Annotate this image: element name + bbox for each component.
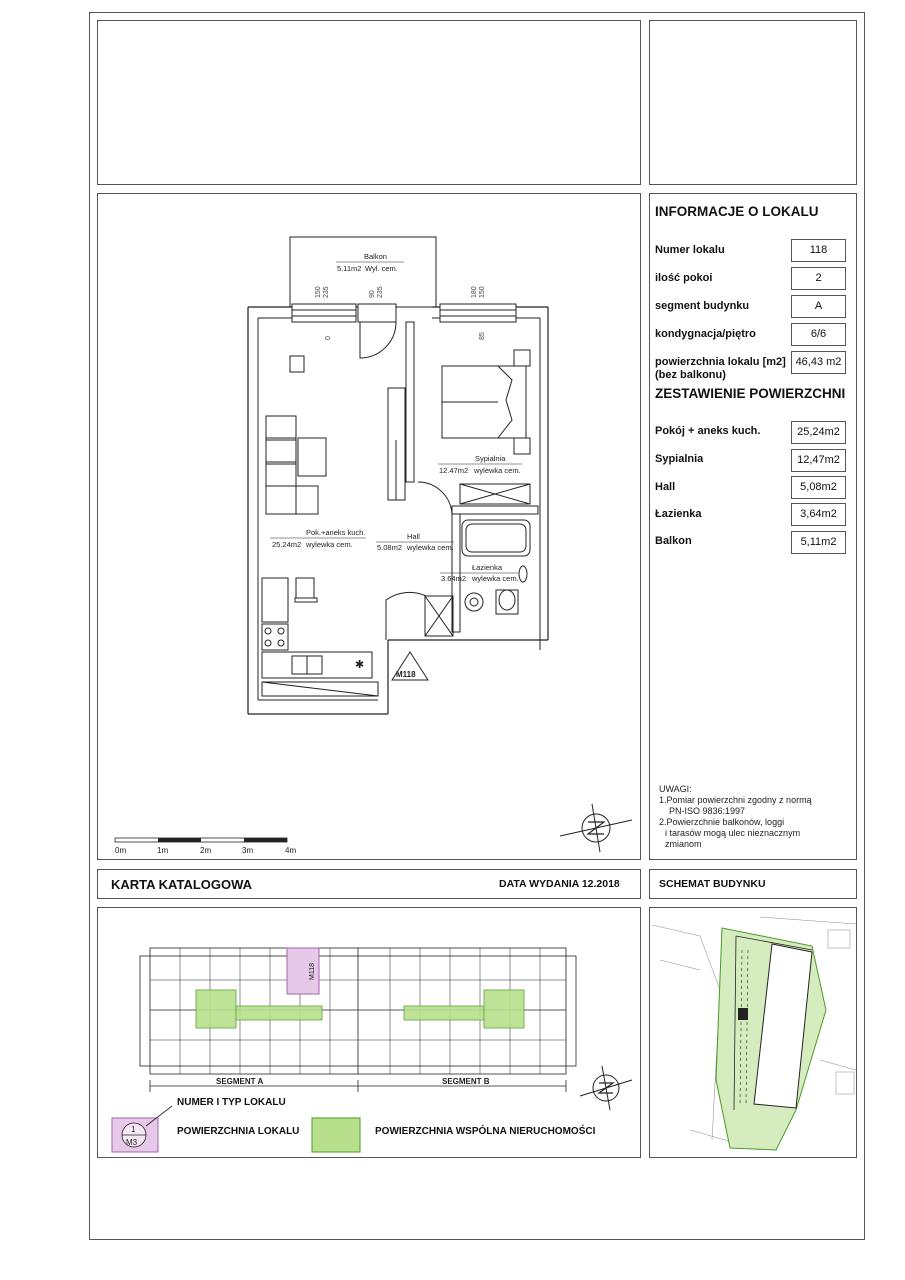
catalog-date: DATA WYDANIA 12.2018: [499, 878, 620, 890]
sypialnia-floor: wylewka cem.: [474, 466, 521, 475]
legend-symbol-type: M3: [126, 1138, 138, 1147]
lazienka-name: Łazienka: [472, 563, 503, 572]
sypialnia-area: 12.47m2: [439, 466, 469, 475]
pokoj-floor: wylewka cem.: [306, 540, 353, 549]
legend-symbol-number: 1: [131, 1125, 136, 1134]
info-value-segment: A: [791, 295, 846, 318]
info-label-area-line1: powierzchnia lokalu [m2]: [655, 356, 786, 368]
balkon-area: 5.11m2: [337, 264, 362, 273]
catalog-title: KARTA KATALOGOWA: [111, 877, 253, 892]
info-label-number: Numer lokalu: [655, 244, 725, 256]
dim-label: 235: [377, 286, 384, 298]
hall-floor: wylewka cem.: [407, 543, 454, 552]
notes-line: i tarasów mogą ulec nieznacznym: [665, 828, 801, 838]
legend-unit-area: POWIERZCHNIA LOKALU: [177, 1126, 300, 1137]
scale-bar: [115, 838, 296, 855]
segment-a-label: SEGMENT A: [216, 1077, 264, 1086]
balkon-name: Balkon: [364, 252, 387, 261]
notes-line: zmianom: [665, 839, 702, 849]
legend-number-type: NUMER I TYP LOKALU: [177, 1097, 286, 1108]
info-value-number: 118: [791, 239, 846, 262]
hall-area: 5.08m2: [377, 543, 403, 552]
lazienka-area: 3.64m2: [441, 574, 467, 583]
header-box-left: [97, 20, 641, 185]
summary-label-bathroom: Łazienka: [655, 508, 702, 520]
summary-value-living: 25,24m2: [791, 421, 846, 444]
unit-tag: M118: [396, 670, 416, 679]
floor-plan: [97, 193, 641, 860]
info-label-segment: segment budynku: [655, 300, 750, 312]
summary-label-hall: Hall: [655, 481, 676, 493]
info-panel: [649, 193, 857, 860]
extractor-icon: ✱: [355, 659, 365, 671]
balcony-outline: [290, 237, 436, 307]
info-value-floor: 6/6: [791, 323, 846, 346]
summary-label-bedroom: Sypialnia: [655, 453, 704, 465]
north-arrow-icon: [560, 804, 632, 852]
scale-label: 4m: [285, 846, 297, 855]
info-value-area: 46,43 m2: [791, 351, 846, 374]
dim-label: 150: [315, 286, 322, 298]
scale-label: 0m: [115, 846, 127, 855]
summary-value-balcony: 5,11m2: [791, 531, 846, 554]
segment-b-label: SEGMENT B: [442, 1077, 490, 1086]
header-box-right: [649, 20, 857, 185]
notes-line: PN-ISO 9836:1997: [669, 806, 746, 816]
summary-value-bedroom: 12,47m2: [791, 449, 846, 472]
common-area: [196, 990, 524, 1028]
notes-title: UWAGI:: [659, 784, 692, 794]
info-label-area: [655, 356, 786, 382]
key-plan: [97, 907, 641, 1158]
dim-label: 180: [471, 286, 478, 298]
info-label-area-line2: (bez balkonu): [655, 369, 726, 381]
info-label-rooms: ilość pokoi: [655, 272, 713, 284]
hall-name: Hall: [407, 532, 420, 541]
scale-label: 2m: [200, 846, 212, 855]
notes-line: 1.Pomiar powierzchni zgodny z normą: [659, 795, 812, 805]
sypialnia-name: Sypialnia: [475, 454, 506, 463]
scale-label: 1m: [157, 846, 169, 855]
balkon-floor: Wyl. cem.: [365, 264, 398, 273]
dim-label: 0: [325, 336, 332, 340]
pokoj-area: 25.24m2: [272, 540, 302, 549]
summary-value-bathroom: 3,64m2: [791, 503, 846, 526]
dim-label: 90: [369, 290, 376, 298]
site-plan: [649, 907, 857, 1158]
legend-common-symbol: [312, 1118, 360, 1152]
legend-common-area: POWIERZCHNIA WSPÓLNA NIERUCHOMOŚCI: [375, 1126, 596, 1137]
key-plan-north-icon: [580, 1066, 632, 1110]
summary-value-hall: 5,08m2: [791, 476, 846, 499]
dim-label: 150: [479, 286, 486, 298]
info-label-floor: kondygnacja/piętro: [655, 328, 756, 340]
pokoj-name: Pok.+aneks kuch.: [306, 528, 366, 537]
dim-label: 235: [323, 286, 330, 298]
lazienka-floor: wylewka cem.: [472, 574, 519, 583]
notes-line: 2.Powierzchnie balkonów, loggi: [659, 817, 785, 827]
notes: [659, 784, 812, 850]
scale-label: 3m: [242, 846, 254, 855]
info-title: INFORMACJE O LOKALU: [655, 204, 819, 219]
summary-title: ZESTAWIENIE POWIERZCHNI: [655, 386, 846, 401]
schema-title: SCHEMAT BUDYNKU: [659, 878, 766, 890]
key-plan-unit-tag: M118: [309, 963, 316, 980]
summary-label-balcony: Balkon: [655, 535, 692, 547]
summary-label-living: Pokój + aneks kuch.: [655, 425, 761, 437]
info-value-rooms: 2: [791, 267, 846, 290]
dim-label: 85: [479, 332, 486, 340]
